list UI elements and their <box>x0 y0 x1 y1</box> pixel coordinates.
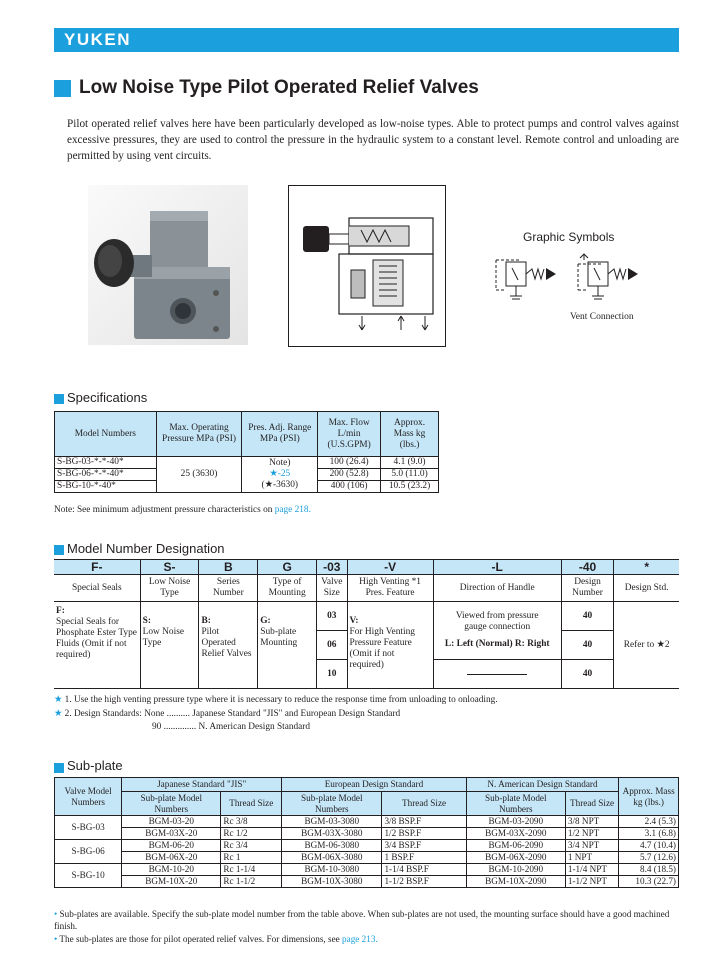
adj-range-line1: ★-25 <box>269 469 291 479</box>
label-special-seals: Special Seals <box>54 575 140 602</box>
vent-connection-caption: Vent Connection <box>570 312 634 322</box>
star-icon: ★ <box>54 695 63 705</box>
subplate-note-1 <box>54 908 679 932</box>
size-10: 10 <box>317 660 347 689</box>
footnote-1-text: 1. Use the high venting pressure type where it is necessary to reduce the response time from unloading to onloading. <box>64 695 498 705</box>
code-s: S- <box>140 560 199 575</box>
cell: 1-1/2 BSP.F <box>382 876 466 888</box>
graphic-symbols-title: Graphic Symbols <box>523 230 615 244</box>
col-max-flow: Max. Flow L/min (U.S.GPM) <box>318 412 381 457</box>
cell: BGM-10X-20 <box>122 876 221 888</box>
label-design-std: Design Std. <box>614 575 679 602</box>
cell: 8.4 (18.5) <box>619 864 679 876</box>
cell: 3/8 BSP.F <box>382 816 466 828</box>
relief-valve-symbol-icon <box>492 252 562 309</box>
cell: 10.3 (22.7) <box>619 876 679 888</box>
size-06: 06 <box>317 631 347 660</box>
refer-note: Refer to ★2 <box>614 602 679 689</box>
l-detail <box>433 602 561 660</box>
design-num-2: 40 <box>561 631 614 660</box>
cell: 1 NPT <box>565 852 618 864</box>
col-model-numbers: Model Numbers <box>55 412 157 457</box>
code-v: -V <box>347 560 433 575</box>
cell: BGM-06X-20 <box>122 852 221 864</box>
group-european: European Design Standard <box>282 778 467 792</box>
size-03: 03 <box>317 602 347 631</box>
adj-note: Note) <box>269 458 291 468</box>
cell: Rc 3/8 <box>221 816 282 828</box>
l-blank <box>433 660 561 689</box>
table-header-row <box>55 778 679 792</box>
cell: 3/4 BSP.F <box>382 840 466 852</box>
s-text: Low Noise Type <box>142 627 185 648</box>
model-number: S-BG-06-*-*-40* <box>55 469 157 481</box>
cell: BGM-03X-2090 <box>466 828 565 840</box>
col-max-pressure: Max. Operating Pressure MPa (PSI) <box>156 412 242 457</box>
l-right: R: Right <box>514 639 550 649</box>
v-detail <box>347 602 433 689</box>
valve-model: S-BG-03 <box>55 816 122 840</box>
cell: BGM-06X-2090 <box>466 852 565 864</box>
vent-relief-valve-symbol-icon <box>574 252 644 309</box>
table-row <box>55 840 679 852</box>
design-num-3: 40 <box>561 660 614 689</box>
label-low-noise: Low Noise Type <box>140 575 199 602</box>
l-left: L: Left (Normal) <box>444 639 513 649</box>
table-row <box>55 876 679 888</box>
model-designation-heading: Model Number Designation <box>67 541 225 556</box>
cell: BGM-03-2090 <box>466 816 565 828</box>
g-detail <box>258 602 317 689</box>
cell: 1/2 NPT <box>565 828 618 840</box>
adj-range-line2: (★-3630) <box>261 480 299 490</box>
cell: Rc 3/4 <box>221 840 282 852</box>
code-std: * <box>614 560 679 575</box>
valve-model: S-BG-10 <box>55 864 122 888</box>
col-subplate: Sub-plate Model Numbers <box>282 792 382 816</box>
subplate-heading: Sub-plate <box>67 758 123 773</box>
f-text: Special Seals for Phosphate Ester Type Fluids (Omit if not required) <box>56 617 137 660</box>
cell: 5.7 (12.6) <box>619 852 679 864</box>
code-row <box>54 560 679 575</box>
spec-heading: Specifications <box>67 390 148 405</box>
label-direction: Direction of Handle <box>433 575 561 602</box>
g-text: Sub-plate Mounting <box>260 627 298 648</box>
subplate-table <box>54 777 679 888</box>
table-header-row <box>55 792 679 816</box>
bullet-icon: • <box>54 934 58 944</box>
code-g: G <box>258 560 317 575</box>
cell: 4.7 (10.4) <box>619 840 679 852</box>
header-banner <box>54 28 679 52</box>
valve-model: S-BG-06 <box>55 840 122 864</box>
col-subplate: Sub-plate Model Numbers <box>122 792 221 816</box>
cell: 1-1/4 BSP.F <box>382 864 466 876</box>
model-number: S-BG-10-*-40* <box>55 481 157 493</box>
cell: Rc 1 <box>221 852 282 864</box>
label-high-venting: High Venting *1 Pres. Feature <box>347 575 433 602</box>
f-detail <box>54 602 140 689</box>
cell: BGM-06X-3080 <box>282 852 382 864</box>
mass-value: 4.1 (9.0) <box>381 457 439 469</box>
label-row <box>54 575 679 602</box>
col-thread: Thread Size <box>382 792 466 816</box>
cell: 3.1 (6.8) <box>619 828 679 840</box>
col-thread: Thread Size <box>565 792 618 816</box>
spec-note-link[interactable]: page 218. <box>274 505 311 515</box>
code-l: -L <box>433 560 561 575</box>
bullet-icon: • <box>54 909 58 919</box>
group-american: N. American Design Standard <box>466 778 619 792</box>
code-b: B <box>199 560 258 575</box>
cell: BGM-06-2090 <box>466 840 565 852</box>
b-code: B: <box>201 616 211 626</box>
l-viewed: Viewed from pressure gauge connection <box>455 611 539 632</box>
g-code: G: <box>260 616 271 626</box>
col-subplate: Sub-plate Model Numbers <box>466 792 565 816</box>
s-detail <box>140 602 199 689</box>
cell: BGM-03-3080 <box>282 816 382 828</box>
label-series: Series Number <box>199 575 258 602</box>
b-text: Pilot Operated Relief Valves <box>201 627 252 659</box>
f-code: F: <box>56 606 65 616</box>
cell: BGM-06-20 <box>122 840 221 852</box>
brand-logo: YUKEN <box>64 30 132 49</box>
subplate-note-2-link[interactable]: page 213. <box>342 934 378 944</box>
cell: BGM-03X-3080 <box>282 828 382 840</box>
s-code: S: <box>142 616 151 626</box>
cell: 3/4 NPT <box>565 840 618 852</box>
star-icon: ★ <box>54 709 63 719</box>
cell: 3/8 NPT <box>565 816 618 828</box>
mass-value: 5.0 (11.0) <box>381 469 439 481</box>
cell: BGM-10-3080 <box>282 864 382 876</box>
cell: BGM-03-20 <box>122 816 221 828</box>
model-designation-square-icon <box>54 545 64 555</box>
table-row <box>55 457 439 469</box>
flow-value: 400 (106) <box>318 481 381 493</box>
cell: Rc 1/2 <box>221 828 282 840</box>
specifications-table <box>54 411 439 493</box>
cell: BGM-10X-2090 <box>466 876 565 888</box>
footnote-3: 90 .............. N. American Design Standard <box>152 722 311 732</box>
mass-value: 10.5 (23.2) <box>381 481 439 493</box>
table-row <box>55 864 679 876</box>
subplate-note-1-text: Sub-plates are available. Specify the sub-plate model number from the table above. When sub-plates are not used, the mounting surface should have a good machined finish. <box>54 909 670 931</box>
model-number: S-BG-03-*-*-40* <box>55 457 157 469</box>
subplate-note-2 <box>54 934 378 944</box>
cell: BGM-10-20 <box>122 864 221 876</box>
detail-row <box>54 602 679 631</box>
spec-note-text: Note: See minimum adjustment pressure characteristics on <box>54 505 273 515</box>
col-thread: Thread Size <box>221 792 282 816</box>
code-size: -03 <box>317 560 347 575</box>
valve-photo <box>88 185 248 345</box>
footnote-1 <box>54 694 498 705</box>
flow-value: 200 (52.8) <box>318 469 381 481</box>
table-row <box>55 828 679 840</box>
code-design: -40 <box>561 560 614 575</box>
v-code: V: <box>349 616 359 626</box>
cell: BGM-10X-3080 <box>282 876 382 888</box>
cell: 1 BSP.F <box>382 852 466 864</box>
table-header-row <box>55 412 439 457</box>
intro-paragraph: Pilot operated relief valves here have been particularly developed as low-noise types. Able to protect pumps and control valves against excessive pressures, they are used to control the pressure in the hydraulic system to a constant level. Remote control and unloading are permitted by using vent circuits. <box>67 118 679 162</box>
footnote-2 <box>54 708 400 719</box>
cell: Rc 1-1/2 <box>221 876 282 888</box>
label-valve-size: Valve Size <box>317 575 347 602</box>
b-detail <box>199 602 258 689</box>
flow-value: 100 (26.4) <box>318 457 381 469</box>
cell: 1-1/4 NPT <box>565 864 618 876</box>
label-design-number: Design Number <box>561 575 614 602</box>
subplate-note-2-text: The sub-plates are those for pilot operated relief valves. For dimensions, see <box>59 934 340 944</box>
col-mass: Approx. Mass kg (lbs.) <box>619 778 679 816</box>
cell: BGM-06-3080 <box>282 840 382 852</box>
max-pressure-value: 25 (3630) <box>156 457 242 493</box>
group-jis: Japanese Standard "JIS" <box>122 778 282 792</box>
cross-section-drawing <box>288 185 446 347</box>
model-designation-table <box>54 559 679 689</box>
table-row <box>55 852 679 864</box>
footnote-2-text: 2. Design Standards: None .......... Japanese Standard "JIS" and European Design Standard <box>64 709 401 719</box>
label-mounting: Type of Mounting <box>258 575 317 602</box>
code-f: F- <box>54 560 140 575</box>
col-adj-range: Pres. Adj. Range MPa (PSI) <box>242 412 318 457</box>
col-mass: Approx. Mass kg (lbs.) <box>381 412 439 457</box>
spec-note <box>54 505 311 515</box>
adj-range-value <box>242 457 318 493</box>
spec-square-icon <box>54 394 64 404</box>
cell: 1-1/2 NPT <box>565 876 618 888</box>
title-square-icon <box>54 80 71 97</box>
cell: 2.4 (5.3) <box>619 816 679 828</box>
design-num-1: 40 <box>561 602 614 631</box>
cell: BGM-03X-20 <box>122 828 221 840</box>
v-text: For High Venting Pressure Feature (Omit if not required) <box>349 627 415 670</box>
cell: 1/2 BSP.F <box>382 828 466 840</box>
page-title: Low Noise Type Pilot Operated Relief Valves <box>79 77 479 98</box>
table-row <box>55 816 679 828</box>
col-valve-models: Valve Model Numbers <box>55 778 122 816</box>
cell: Rc 1-1/4 <box>221 864 282 876</box>
cell: BGM-10-2090 <box>466 864 565 876</box>
l-options <box>436 639 559 650</box>
subplate-square-icon <box>54 763 64 773</box>
